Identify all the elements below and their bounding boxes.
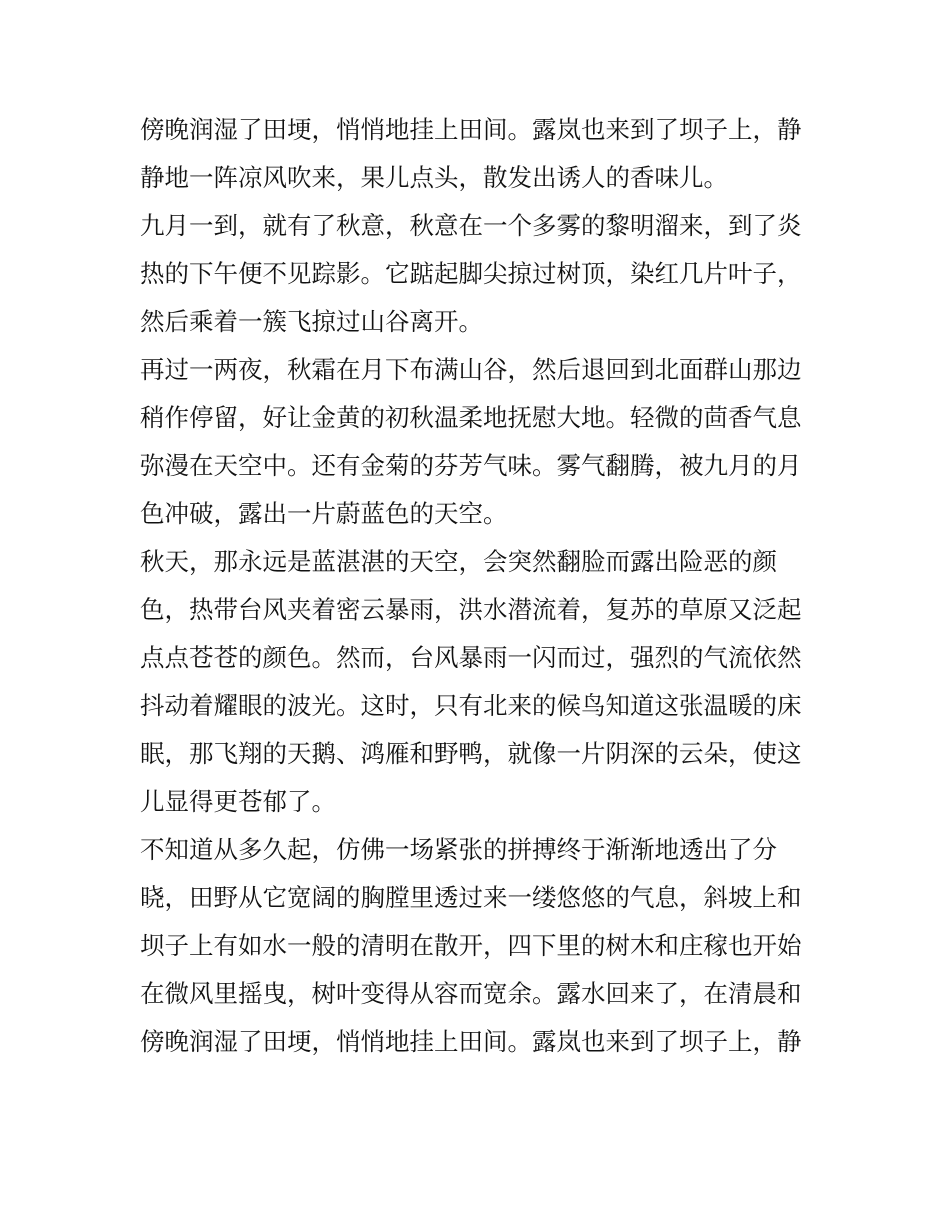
text-line: 坝子上有如水一般的清明在散开，四下里的树木和庄稼也开始: [140, 931, 802, 960]
text-line: 傍晚润湿了田埂，悄悄地挂上田间。露岚也来到了坝子上，静: [140, 115, 802, 144]
text-line: 抖动着耀眼的波光。这时，只有北来的候鸟知道这张温暖的床: [140, 691, 802, 720]
text-line: 点点苍苍的颜色。然而，台风暴雨一闪而过，强烈的气流依然: [140, 643, 802, 672]
paragraph-2: [140, 202, 820, 346]
text-line: 九月一到，就有了秋意，秋意在一个多雾的黎明溜来，到了炎: [140, 211, 802, 240]
text-line: 稍作停留，好让金黄的初秋温柔地抚慰大地。轻微的茴香气息: [140, 403, 802, 432]
paragraph-1: [140, 106, 820, 202]
text-line: 静地一阵凉风吹来，果儿点头，散发出诱人的香味儿。: [140, 163, 728, 192]
text-line: 儿显得更苍郁了。: [140, 787, 336, 816]
text-line: 再过一两夜，秋霜在月下布满山谷，然后退回到北面群山那边: [140, 355, 802, 384]
paragraph-5: [140, 826, 820, 1066]
body-text: [140, 106, 820, 1066]
text-line: 色冲破，露出一片蔚蓝色的天空。: [140, 499, 508, 528]
text-line: 晓，田野从它宽阔的胸膛里透过来一缕悠悠的气息，斜坡上和: [140, 883, 802, 912]
text-line: 然后乘着一簇飞掠过山谷离开。: [140, 307, 483, 336]
text-line: 弥漫在天空中。还有金菊的芬芳气味。雾气翻腾，被九月的月: [140, 451, 802, 480]
text-line: 秋天，那永远是蓝湛湛的天空，会突然翻脸而露出险恶的颜: [140, 547, 777, 576]
text-line: 不知道从多久起，仿佛一场紧张的拼搏终于渐渐地透出了分: [140, 835, 777, 864]
text-line: 傍晚润湿了田埂，悄悄地挂上田间。露岚也来到了坝子上，静: [140, 1027, 802, 1056]
text-line: 热的下午便不见踪影。它踮起脚尖掠过树顶，染红几片叶子，: [140, 259, 802, 288]
paragraph-4: [140, 538, 820, 826]
text-line: 眠，那飞翔的天鹅、鸿雁和野鸭，就像一片阴深的云朵，使这: [140, 739, 802, 768]
text-line: 在微风里摇曳，树叶变得从容而宽余。露水回来了，在清晨和: [140, 979, 802, 1008]
paragraph-3: [140, 346, 820, 538]
text-line: 色，热带台风夹着密云暴雨，洪水潜流着，复苏的草原又泛起: [140, 595, 802, 624]
